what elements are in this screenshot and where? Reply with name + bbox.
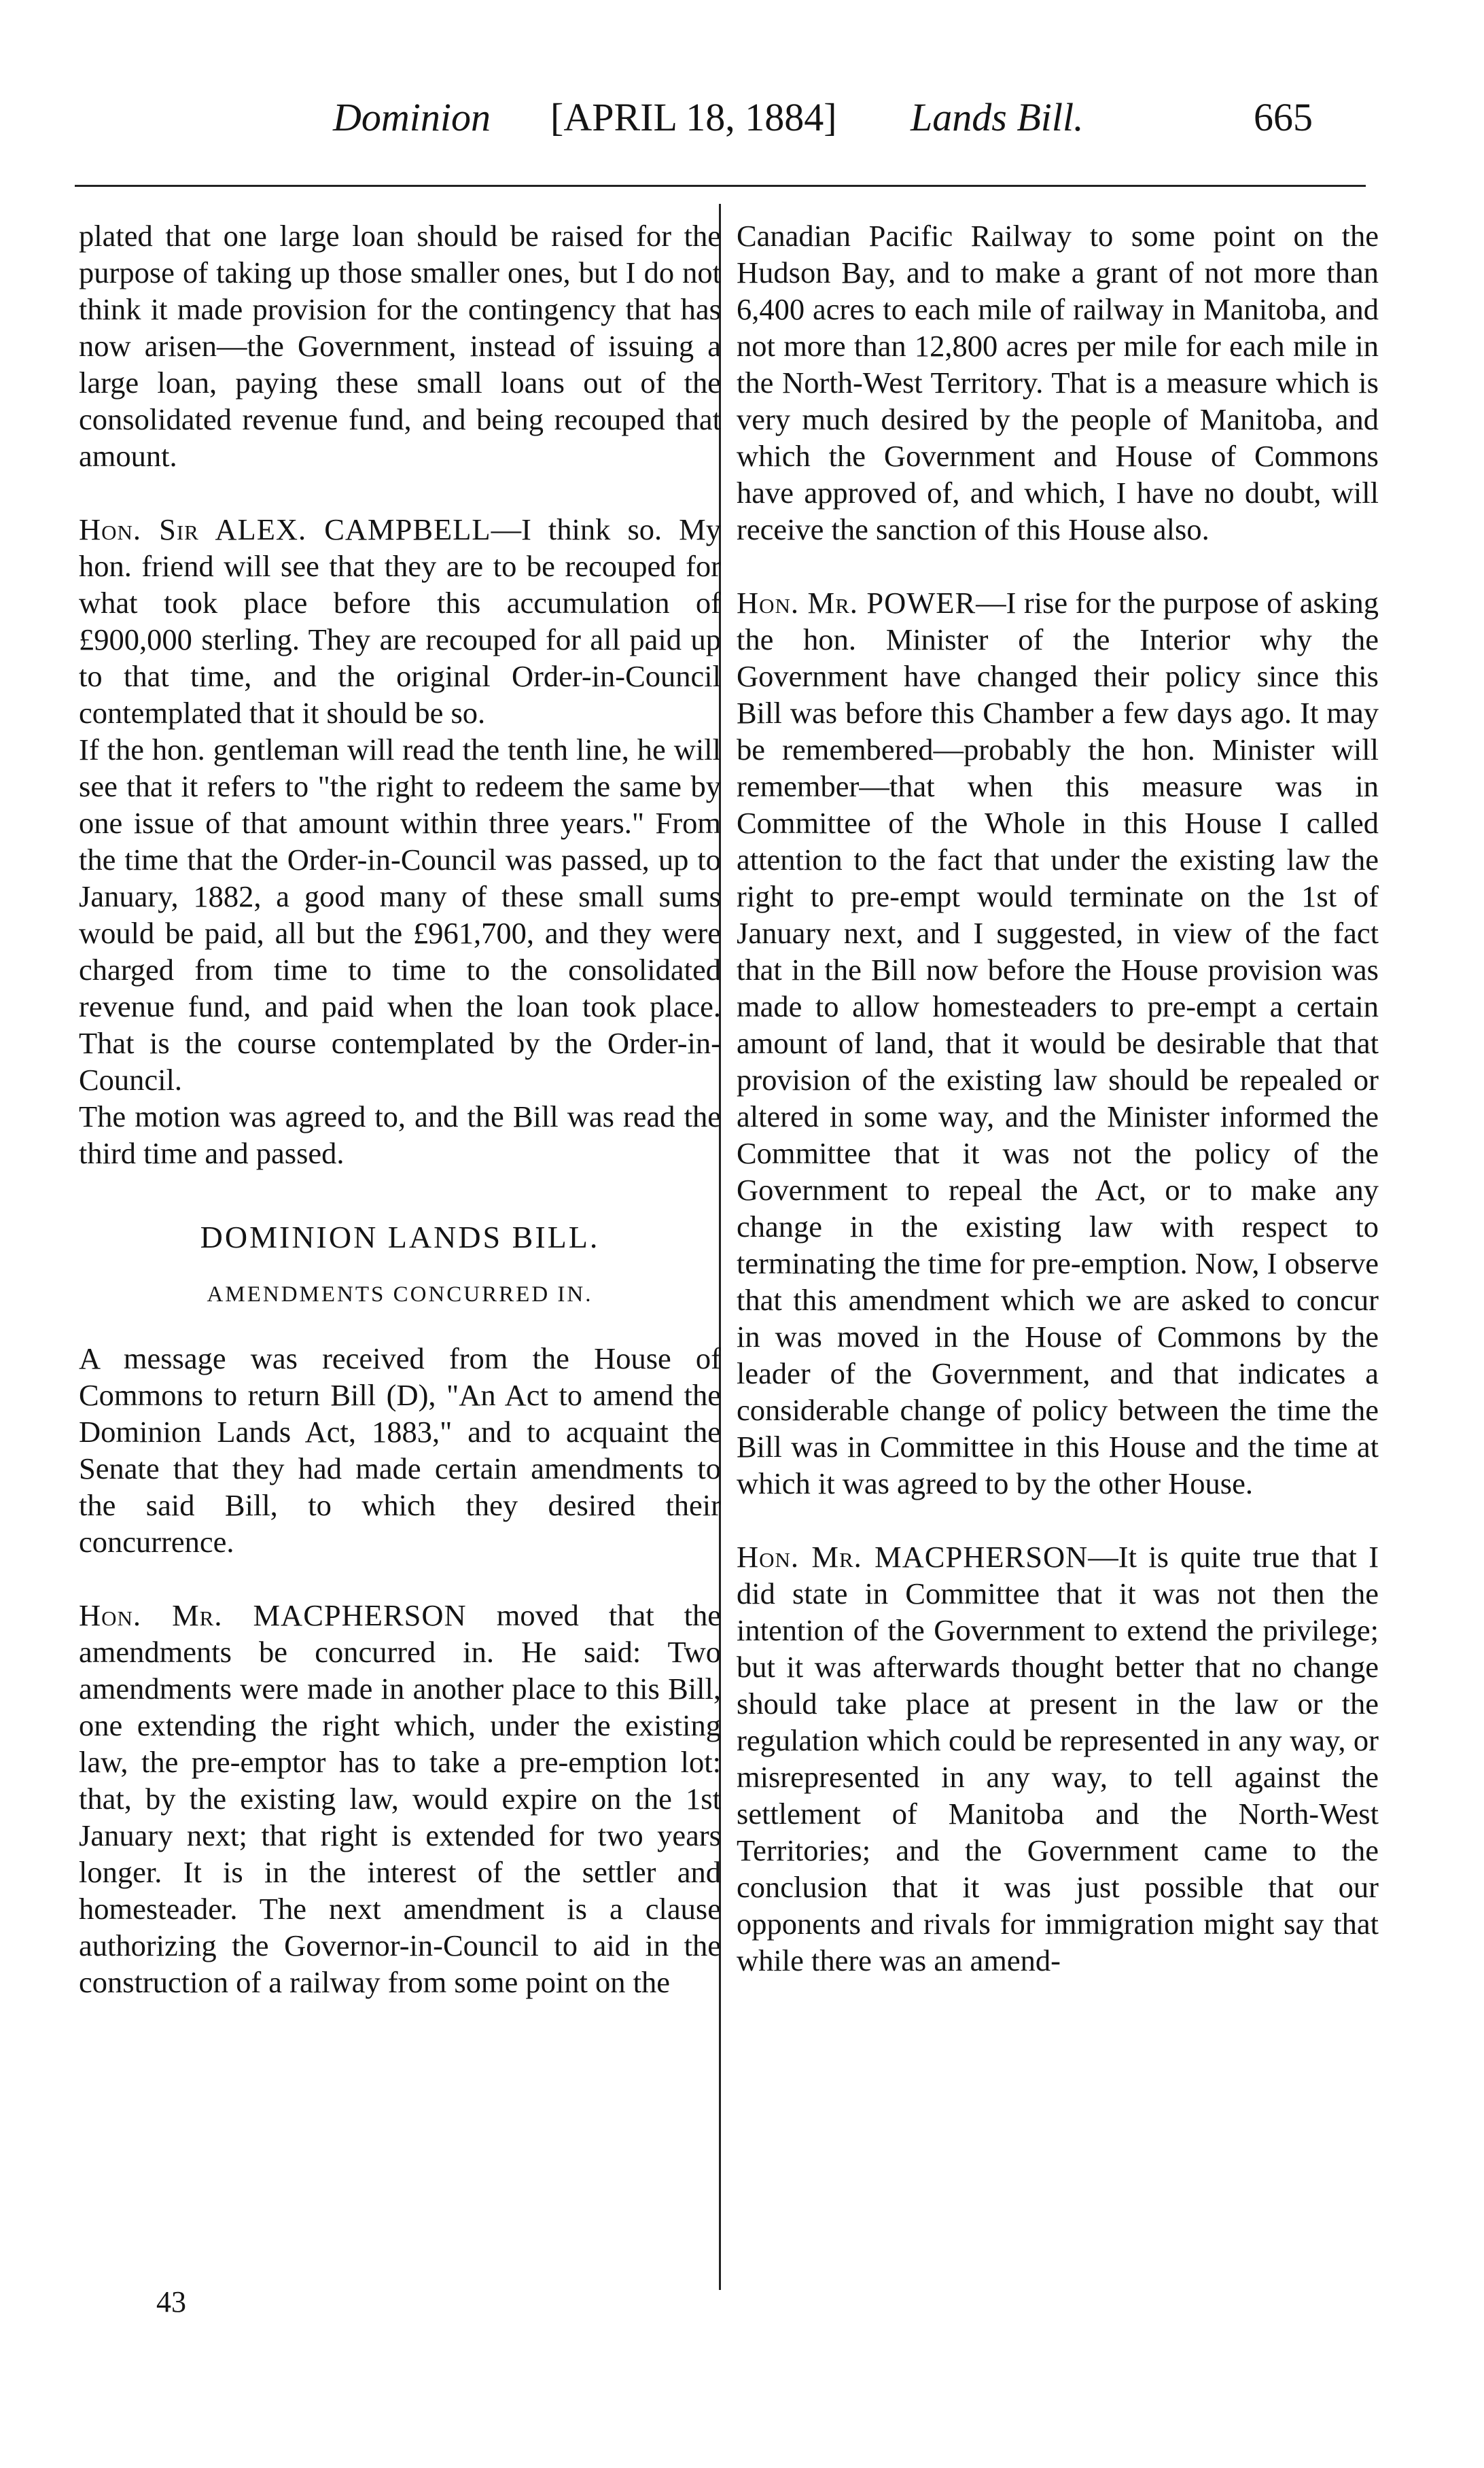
speaker-power: Hon. Mr. POWER (737, 586, 976, 620)
header-title-left: Dominion (333, 95, 491, 139)
left-paragraph-3: If the hon. gentleman will read the tenth line, he will see that it refers to "the right to redeem the same by one issue of that amount within three years." From the time that the Order-in-Council was passed, up to January, 1882, a good many of these small sums would be paid, all but the £961,700, and they were charged from time to time to the consolidated revenue fund, and paid when the loan took place. That is the course contemplated by the Order-in-Council. (79, 733, 721, 1097)
left-column (79, 217, 721, 2000)
right-paragraph-3 (737, 1538, 1379, 1979)
right-paragraph-3-text: —It is quite true that I did state in Committee that it was not then the intention of the Government to extend the privilege; but it was afterwards thought better that no change should take place at present in the law or the regulation which could be represented in any way, or misrepresented in any way, to tell against the settlement of Manitoba and the North-West Territories; and the Government came to the conclusion that it was just possible that our opponents and rivals for immigration might say that while there was an amend- (737, 1540, 1379, 1977)
speaker-macpherson-reply: Hon. Mr. MACPHERSON (737, 1540, 1089, 1574)
speaker-macpherson: Hon. Mr. MACPHERSON (79, 1598, 467, 1632)
right-paragraph-2-text: —I rise for the purpose of asking the hon. Minister of the Interior why the Government have changed their policy since this Bill was before this Chamber a few days ago. It may be remembered—probably the hon. Minister will remember—that when this measure was in Committee of the Whole in this House I called attention to the fact that under the existing law the right to pre-empt would terminate on the 1st of January next, and I suggested, in view of the fact that in the Bill now before the House provision was made to allow homesteaders to pre-empt a certain amount of land, that it would be desirable that that provision of the existing law should be repealed or altered in some way, and the Minister informed the Committee that it was not the policy of the Government to repeal the Act, or to make any change in the existing law with respect to terminating the time for pre-emption. Now, I observe that this amendment which we are asked to concur in was moved in the House of Commons by the leader of the Government, and that indicates a considerable change of policy between the time the Bill was in Committee in this House and the time at which it was agreed to by the other House. (737, 586, 1379, 1500)
left-paragraph-6 (79, 1597, 721, 2000)
left-paragraph-4: The motion was agreed to, and the Bill was read the third time and passed. (79, 1099, 721, 1170)
left-paragraph-1: plated that one large loan should be raised for the purpose of taking up those smaller ones, but I do not think it made provision for the contingency that has now arisen—the Government, instead of issuing a large loan, paying these small loans out of the consolidated revenue fund, and being recouped that amount. (79, 219, 721, 473)
left-paragraph-6-text: moved that the amendments be concurred in. He said: Two amendments were made in another place to this Bill, one extending the right which, under the existing law, the pre-emptor has to take a pre-emption lot: that, by the existing law, would expire on the 1st January next; that right is extended for two years longer. It is in the interest of the settler and homesteader. The next amendment is a clause authorizing the Governor-in-Council to aid in the construction of a railway from some point on the (79, 1598, 721, 1999)
page-number: 665 (1254, 95, 1313, 139)
section-title: DOMINION LANDS BILL. (200, 1220, 600, 1254)
left-paragraph-5: A message was received from the House of Commons to return Bill (D), "An Act to amend the Dominion Lands Act, 1883," and to acquaint the Senate that they had made certain amendments to the said Bill, to which they desired their concurrence. (79, 1341, 721, 1559)
signature-mark: 43 (156, 2285, 186, 2319)
running-header (204, 94, 1359, 141)
header-rule (75, 185, 1366, 187)
right-paragraph-2 (737, 584, 1379, 1502)
section-subtitle: AMENDMENTS CONCURRED IN. (207, 1282, 593, 1307)
right-column (737, 217, 1379, 1979)
header-title-right: Lands Bill. (911, 95, 1084, 139)
right-paragraph-1: Canadian Pacific Railway to some point on the Hudson Bay, and to make a grant of not more than 6,400 acres to each mile of railway in Manitoba, and not more than 12,800 acres per mile for each mile in the North-West Territory. That is a measure which is very much desired by the people of Manitoba, and which the Government and House of Commons have approved of, and which, I have no doubt, will receive the sanction of this House also. (737, 219, 1379, 546)
left-paragraph-2 (79, 511, 721, 731)
header-date: [APRIL 18, 1884] (550, 95, 837, 139)
speaker-campbell: Hon. Sir ALEX. CAMPBELL (79, 512, 491, 546)
left-paragraph-2-text: —I think so. My hon. friend will see that they are to be recouped for what took place before this accumulation of £900,000 sterling. They are recouped for all paid up to that time, and the original Order-in-Council contemplated that it should be so. (79, 512, 721, 730)
